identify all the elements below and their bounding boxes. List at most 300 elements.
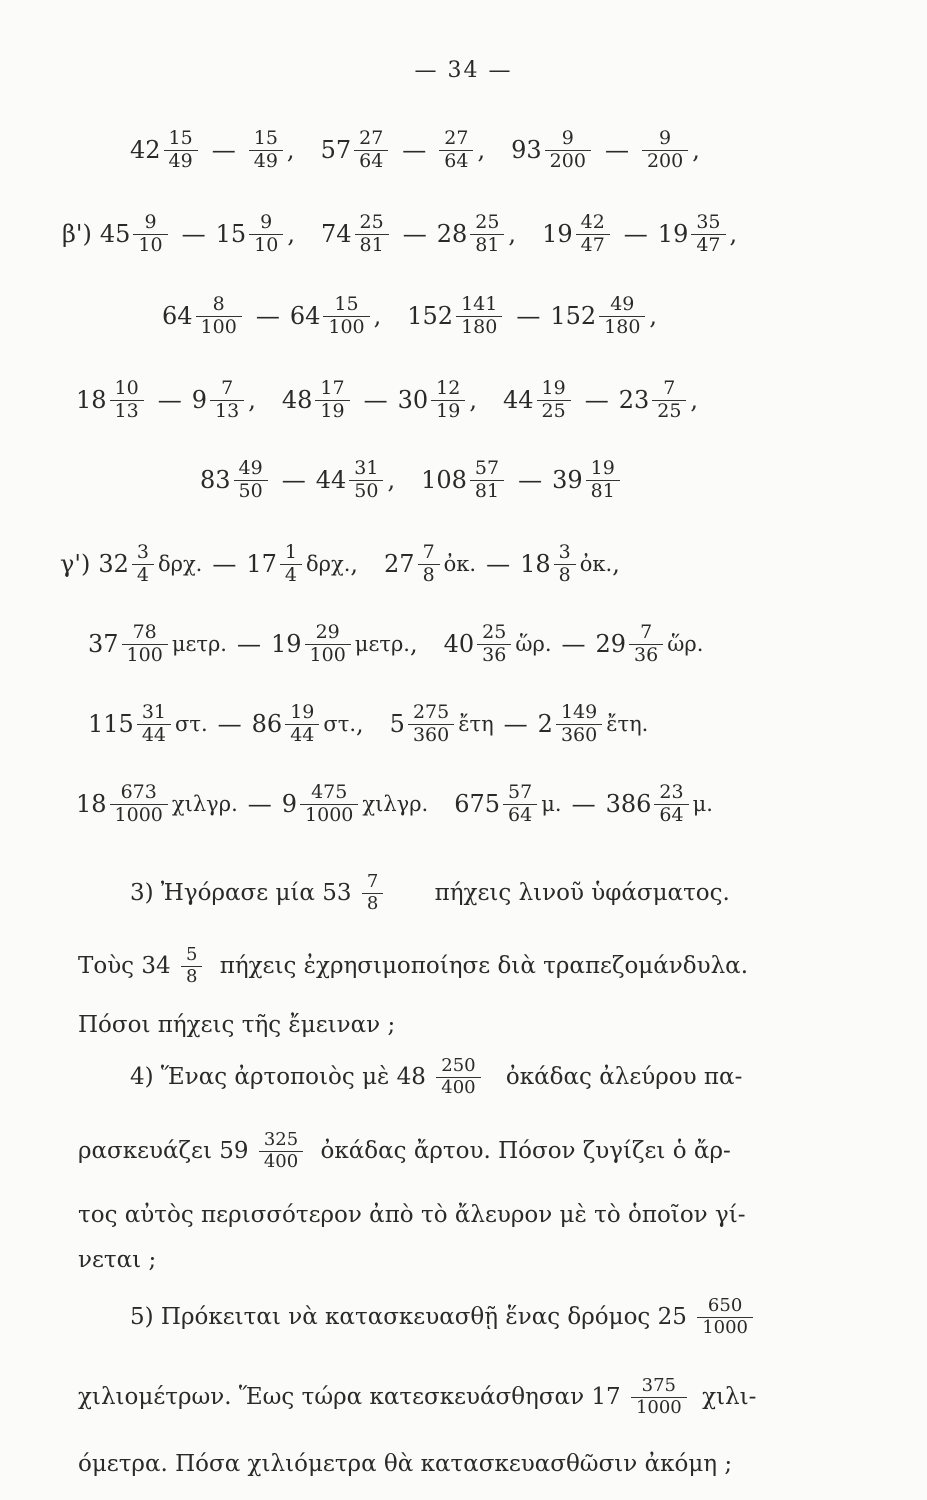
problem-3-line-3 — [78, 1013, 862, 1037]
denominator: 50 — [234, 480, 268, 503]
numerator: 78 — [132, 621, 157, 643]
whole-part: 29 — [595, 630, 627, 659]
fraction — [349, 458, 383, 503]
numerator: 19 — [590, 457, 615, 479]
fraction — [431, 378, 465, 423]
fraction — [122, 622, 168, 667]
exercise-label: γ') — [60, 550, 91, 579]
mixed-number — [390, 702, 494, 747]
numerator: 149 — [560, 701, 598, 723]
fraction — [355, 212, 389, 257]
subtraction-expression — [421, 458, 624, 503]
unit-label: στ. — [323, 712, 357, 737]
fraction — [362, 872, 383, 914]
mixed-number — [321, 128, 393, 173]
denominator: 81 — [586, 480, 620, 503]
fraction — [654, 782, 688, 827]
denominator: 10 — [249, 234, 283, 257]
fraction — [110, 378, 144, 423]
mixed-number — [454, 782, 561, 827]
mixed-number — [246, 128, 287, 173]
denominator: 100 — [323, 316, 369, 339]
numerator: 19 — [541, 377, 566, 399]
minus-sign: — — [236, 630, 261, 659]
fraction — [537, 378, 571, 423]
denominator: 25 — [652, 400, 686, 423]
denominator: 25 — [537, 400, 571, 423]
unit-label: μ. — [541, 792, 562, 817]
numerator: 10 — [114, 377, 139, 399]
denominator: 64 — [503, 804, 537, 827]
whole-part: 18 — [76, 790, 107, 819]
denominator: 200 — [642, 150, 688, 173]
mixed-number — [542, 212, 614, 257]
mixed-number — [271, 622, 410, 667]
subtraction-expression — [162, 294, 381, 339]
separator: , — [612, 550, 620, 579]
mixed-number — [596, 622, 704, 667]
numerator: 7 — [221, 377, 234, 399]
unit-label: ἔτη — [458, 712, 494, 737]
fraction — [545, 128, 591, 173]
subtraction-expression — [76, 378, 256, 423]
separator: , — [469, 386, 477, 415]
numerator: 23 — [659, 781, 684, 803]
denominator: 64 — [354, 150, 388, 173]
subtraction-expression — [98, 542, 358, 587]
numerator: 7 — [663, 377, 676, 399]
minus-sign: — — [247, 790, 272, 819]
denominator: 44 — [285, 724, 319, 747]
exercise-row — [60, 542, 646, 587]
numerator: 7 — [640, 621, 653, 643]
whole-part: 19 — [657, 220, 689, 249]
minus-sign: — — [255, 302, 280, 331]
exercise-row — [76, 378, 724, 423]
fraction — [133, 212, 167, 257]
whole-part: 9 — [191, 386, 208, 415]
problem-3-text: Τοὺς 34 — [78, 952, 171, 979]
numerator: 57 — [474, 457, 500, 479]
subtraction-expression — [100, 212, 295, 257]
subtraction-expression — [200, 458, 395, 503]
problem-5-line-2 — [78, 1376, 862, 1418]
unit-label: ὥρ. — [667, 632, 704, 657]
mixed-number — [316, 458, 388, 503]
denominator: 180 — [599, 316, 645, 339]
unit-label: χιλγρ. — [171, 792, 238, 817]
whole-part: 9 — [281, 790, 298, 819]
numerator: 9 — [260, 211, 273, 233]
fraction — [477, 622, 511, 667]
mixed-number — [282, 378, 354, 423]
unit-label: μετρ. — [354, 632, 410, 657]
whole-part: 108 — [421, 466, 467, 495]
whole-part: 115 — [88, 710, 134, 739]
fraction — [631, 1376, 687, 1418]
problem-3-question: Πόσοι πήχεις τῆς ἔμειναν ; — [78, 1011, 396, 1038]
whole-part: 48 — [281, 386, 313, 415]
mixed-number — [421, 458, 508, 503]
denominator: 49 — [164, 150, 198, 173]
mixed-number — [290, 294, 374, 339]
numerator: 49 — [238, 457, 263, 479]
denominator: 81 — [355, 234, 389, 257]
whole-part: 74 — [320, 220, 352, 249]
numerator: 325 — [263, 1129, 299, 1150]
fraction — [110, 782, 168, 827]
numerator: 29 — [315, 621, 340, 643]
denominator: 10 — [133, 234, 167, 257]
problem-4-question: νεται ; — [78, 1246, 157, 1273]
whole-part: 15 — [215, 220, 247, 249]
fraction — [576, 212, 610, 257]
whole-part: 45 — [99, 220, 131, 249]
mixed-number — [606, 782, 713, 827]
whole-part: 152 — [550, 302, 597, 331]
whole-part: 27 — [384, 550, 415, 579]
fraction — [586, 458, 620, 503]
minus-sign: — — [217, 710, 242, 739]
denominator: 100 — [122, 644, 168, 667]
unit-label: ἔτη. — [606, 712, 649, 737]
mixed-number — [552, 458, 624, 503]
minus-sign: — — [281, 466, 306, 495]
mixed-number — [384, 542, 476, 587]
mixed-number — [550, 294, 649, 339]
mixed-number — [436, 128, 477, 173]
mixed-number — [130, 128, 202, 173]
subtraction-expression — [384, 542, 620, 587]
numerator: 31 — [354, 457, 379, 479]
denominator: 360 — [556, 724, 602, 747]
numerator: 19 — [290, 701, 315, 723]
fraction — [249, 128, 283, 173]
fraction — [652, 378, 686, 423]
denominator: 49 — [249, 150, 283, 173]
whole-part: 23 — [618, 386, 650, 415]
mixed-number — [511, 128, 595, 173]
denominator: 44 — [137, 724, 171, 747]
minus-sign: — — [486, 550, 511, 579]
separator: , — [508, 220, 517, 249]
fraction — [439, 128, 473, 173]
minus-sign: — — [181, 220, 206, 249]
problem-4-text: τος αὐτὸς περισσότερον ἀπὸ τὸ ἄλευρον μὲ τὸ ὁποῖον γί- — [78, 1201, 746, 1228]
exercise-row — [88, 622, 729, 667]
mixed-number — [252, 702, 356, 747]
numerator: 9 — [561, 127, 574, 149]
denominator: 4 — [280, 564, 302, 587]
mixed-number — [246, 542, 350, 587]
denominator: 400 — [436, 1077, 480, 1099]
problem-5-question: όμετρα. Πόσα χιλιόμετρα θὰ κατασκευασθῶσιν ἀκόμη ; — [78, 1450, 733, 1477]
denominator: 100 — [196, 316, 242, 339]
whole-part: 93 — [511, 136, 542, 165]
fraction — [691, 212, 725, 257]
whole-part: 2 — [537, 710, 553, 739]
denominator: 8 — [554, 564, 576, 587]
denominator: 1000 — [300, 804, 358, 827]
unit-label: ὀκ. — [443, 552, 477, 577]
numerator: 7 — [422, 541, 435, 563]
numerator: 15 — [334, 293, 359, 315]
numerator: 9 — [144, 211, 157, 233]
mixed-number — [538, 702, 649, 747]
minus-sign: — — [623, 220, 648, 249]
mixed-number — [200, 458, 272, 503]
fraction — [280, 542, 302, 587]
separator: , — [477, 136, 486, 165]
mixed-number — [398, 378, 470, 423]
mixed-number — [100, 212, 172, 257]
denominator: 13 — [110, 400, 144, 423]
separator: , — [373, 302, 382, 331]
problem-3-line-2 — [78, 945, 862, 987]
numerator: 475 — [311, 781, 348, 803]
mixed-number — [444, 622, 552, 667]
mixed-number — [639, 128, 692, 173]
denominator: 64 — [439, 150, 473, 173]
fraction — [642, 128, 688, 173]
denominator: 19 — [431, 400, 465, 423]
denominator: 200 — [545, 150, 591, 173]
denominator: 19 — [315, 400, 349, 423]
whole-part: 39 — [552, 466, 583, 495]
subtraction-expression — [542, 212, 737, 257]
fraction — [629, 622, 663, 667]
numerator: 31 — [141, 701, 166, 723]
fraction — [436, 1056, 480, 1098]
whole-part: 152 — [407, 302, 454, 331]
subtraction-expression — [130, 128, 295, 173]
numerator: 27 — [444, 127, 469, 149]
numerator: 141 — [461, 293, 498, 315]
exercise-row — [62, 212, 763, 257]
subtraction-expression — [88, 702, 364, 747]
problem-4-line-3 — [78, 1203, 862, 1227]
mixed-number — [162, 294, 246, 339]
page-number: — 34 — — [414, 58, 513, 83]
denominator: 8 — [362, 893, 383, 915]
whole-part: 5 — [389, 710, 405, 739]
numerator: 57 — [508, 781, 533, 803]
denominator: 47 — [691, 234, 725, 257]
numerator: 5 — [185, 944, 198, 965]
separator: , — [350, 550, 359, 579]
subtraction-expression — [407, 294, 657, 339]
minus-sign: — — [212, 550, 237, 579]
denominator: 4 — [132, 564, 154, 587]
whole-part: 32 — [98, 550, 129, 579]
unit-label: ὥρ. — [515, 632, 552, 657]
unit-label: ὀκ. — [579, 552, 613, 577]
whole-part: 19 — [270, 630, 302, 659]
whole-part: 675 — [454, 790, 501, 819]
mixed-number — [282, 782, 428, 827]
unit-label: χιλγρ. — [362, 792, 429, 817]
fraction — [249, 212, 283, 257]
fraction — [285, 702, 319, 747]
numerator: 25 — [475, 211, 500, 233]
problem-4-text: ρασκευάζει 59 — [78, 1137, 249, 1164]
whole-part: 64 — [162, 302, 193, 331]
numerator: 8 — [212, 293, 225, 315]
numerator: 49 — [610, 293, 635, 315]
problem-5-text: χιλιομέτρων. Ἕως τώρα κατεσκευάσθησαν 17 — [78, 1383, 621, 1410]
subtraction-expression — [76, 782, 428, 827]
denominator: 13 — [210, 400, 244, 423]
denominator: 8 — [418, 564, 440, 587]
fraction — [196, 294, 242, 339]
fraction — [323, 294, 369, 339]
subtraction-expression — [454, 782, 713, 827]
exercise-row — [76, 782, 739, 827]
fraction — [418, 542, 440, 587]
unit-label: δρχ. — [157, 552, 203, 577]
denominator: 64 — [654, 804, 688, 827]
numerator: 35 — [696, 211, 721, 233]
whole-part: 18 — [520, 550, 551, 579]
problem-4-text: 4) Ἕνας ἀρτοποιὸς μὲ 48 — [130, 1063, 426, 1090]
fraction — [556, 702, 602, 747]
separator: , — [649, 302, 658, 331]
minus-sign: — — [604, 136, 629, 165]
fraction — [210, 378, 244, 423]
denominator: 36 — [477, 644, 511, 667]
fraction — [164, 128, 198, 173]
separator: , — [409, 630, 418, 659]
numerator: 375 — [641, 1375, 677, 1396]
unit-label: μετρ. — [171, 632, 227, 657]
numerator: 25 — [482, 621, 507, 643]
denominator: 1000 — [697, 1317, 753, 1339]
fraction — [259, 1130, 303, 1172]
numerator: 1 — [284, 541, 297, 563]
minus-sign: — — [211, 136, 236, 165]
problem-5-line-3 — [78, 1452, 862, 1476]
problem-5-text: 5) Πρόκειται νὰ κατασκευασθῇ ἕνας δρόμος 25 — [130, 1303, 687, 1330]
exercise-row — [162, 294, 683, 339]
mixed-number — [658, 212, 730, 257]
separator: , — [287, 220, 295, 249]
problem-3-text: πήχεις ἐχρησιμοποίησε διὰ τραπεζομάνδυλα. — [219, 952, 748, 979]
mixed-number — [76, 782, 238, 827]
separator: , — [286, 136, 295, 165]
fraction — [470, 458, 504, 503]
separator: , — [387, 466, 396, 495]
numerator: 673 — [120, 781, 157, 803]
whole-part: 18 — [76, 386, 107, 415]
problem-3-line-1 — [130, 872, 914, 914]
minus-sign: — — [157, 386, 182, 415]
denominator: 180 — [456, 316, 502, 339]
fraction — [408, 702, 454, 747]
numerator: 42 — [580, 211, 605, 233]
minus-sign: — — [571, 790, 596, 819]
subtraction-expression — [321, 128, 486, 173]
separator: , — [690, 386, 699, 415]
minus-sign: — — [363, 386, 388, 415]
subtraction-expression — [503, 378, 698, 423]
problem-4-line-4 — [78, 1248, 862, 1272]
whole-part: 19 — [542, 220, 573, 249]
mixed-number — [98, 542, 202, 587]
mixed-number — [216, 212, 288, 257]
whole-part: 386 — [605, 790, 652, 819]
subtraction-expression — [390, 702, 649, 747]
denominator: 400 — [259, 1151, 303, 1173]
numerator: 17 — [320, 377, 345, 399]
mixed-number — [407, 294, 506, 339]
fraction — [234, 458, 268, 503]
minus-sign: — — [503, 710, 528, 739]
unit-label: στ. — [175, 712, 208, 737]
whole-part: 37 — [88, 630, 119, 659]
numerator: 3 — [136, 541, 149, 563]
numerator: 9 — [659, 127, 672, 149]
numerator: 15 — [168, 127, 193, 149]
exercise-label: β') — [62, 220, 92, 249]
fraction — [470, 212, 504, 257]
unit-label: μ. — [692, 792, 713, 817]
exercise-row — [130, 128, 726, 173]
fraction — [315, 378, 349, 423]
numerator: 3 — [558, 541, 571, 563]
minus-sign: — — [402, 220, 427, 249]
problem-3-text: πήχεις λινοῦ ὑφάσματος. — [434, 879, 730, 906]
numerator: 650 — [707, 1295, 743, 1316]
separator: , — [692, 136, 700, 165]
mixed-number — [503, 378, 575, 423]
fraction — [697, 1296, 753, 1338]
exercise-row — [88, 702, 674, 747]
denominator: 36 — [629, 644, 663, 667]
denominator: 1000 — [631, 1397, 687, 1419]
mixed-number — [321, 212, 393, 257]
problem-5-text: χιλι- — [702, 1383, 757, 1410]
minus-sign: — — [584, 386, 609, 415]
whole-part: 28 — [436, 220, 468, 249]
mixed-number — [88, 702, 208, 747]
denominator: 81 — [470, 234, 504, 257]
subtraction-expression — [282, 378, 477, 423]
unit-label: δρχ. — [305, 552, 351, 577]
problem-4-text: ὀκάδας ἀλεύρου πα- — [505, 1063, 743, 1090]
denominator: 47 — [576, 234, 610, 257]
denominator: 1000 — [110, 804, 168, 827]
numerator: 275 — [412, 701, 450, 723]
fraction — [305, 622, 351, 667]
minus-sign: — — [516, 302, 541, 331]
numerator: 27 — [359, 127, 384, 149]
denominator: 81 — [470, 480, 504, 503]
denominator: 50 — [349, 480, 383, 503]
fraction — [554, 542, 576, 587]
subtraction-expression — [321, 212, 516, 257]
separator: , — [356, 710, 364, 739]
subtraction-expression — [511, 128, 700, 173]
fraction — [132, 542, 154, 587]
problem-3-text: 3) Ἠγόρασε μία 53 — [130, 879, 352, 906]
whole-part: 30 — [397, 386, 429, 415]
problem-5-line-1 — [130, 1296, 914, 1338]
problem-4-line-1 — [130, 1056, 914, 1098]
exercise-row — [200, 458, 650, 503]
whole-part: 57 — [320, 136, 352, 165]
numerator: 15 — [253, 127, 278, 149]
whole-part: 44 — [502, 386, 534, 415]
